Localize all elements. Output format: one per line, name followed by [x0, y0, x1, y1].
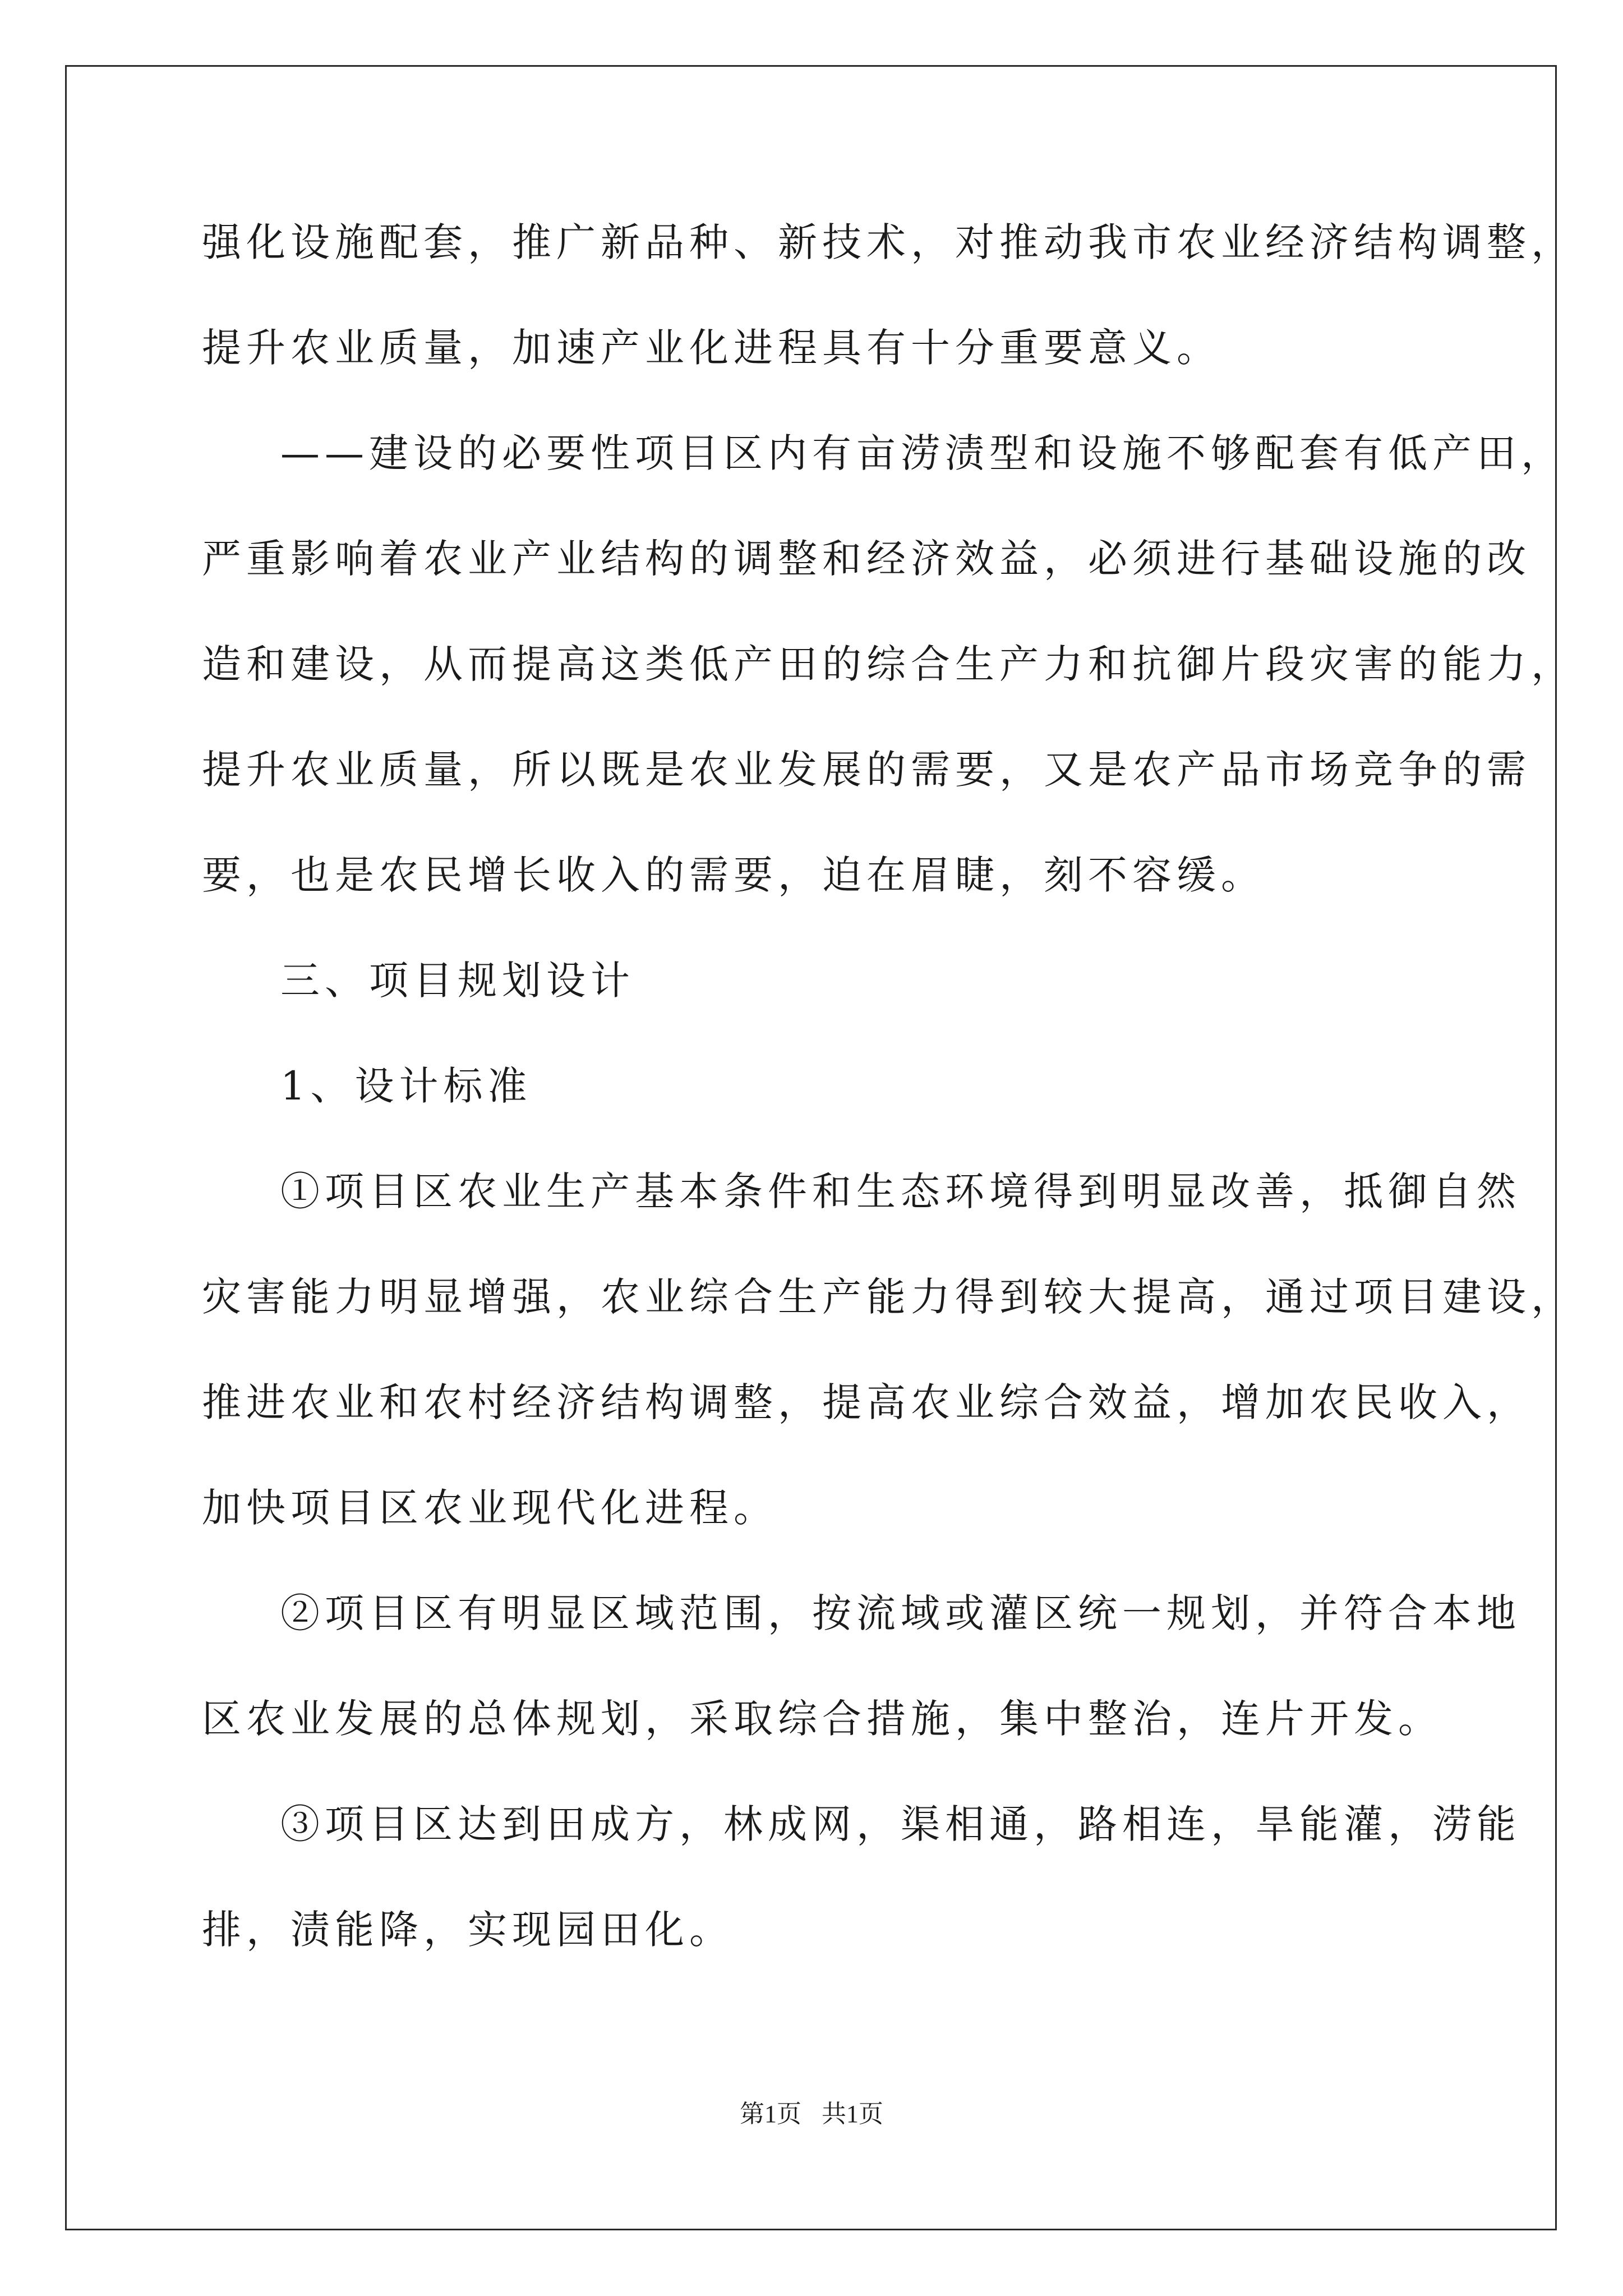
page-number: 第1页	[740, 2100, 801, 2128]
text-line-1: 强化设施配套，推广新品种、新技术，对推动我市农业经济结构调整，	[202, 219, 1575, 265]
text-line-3: ——建设的必要性项目区内有亩涝渍型和设施不够配套有低产田，	[280, 430, 1565, 476]
section-heading: 三、项目规划设计	[280, 958, 635, 1004]
text-line-2: 提升农业质量，加速产业化进程具有十分重要意义。	[202, 325, 1221, 371]
text-line-17: 排，渍能降，实现园田化。	[202, 1907, 734, 1953]
page-total: 共1页	[822, 2100, 883, 2128]
document-body	[202, 209, 1575, 2001]
text-line-7: 要，也是农民增长收入的需要，迫在眉睫，刻不容缓。	[202, 852, 1265, 898]
text-line-16: ③项目区达到田成方，林成网，渠相通，路相连，旱能灌，涝能	[280, 1801, 1521, 1847]
subsection-heading: 1、设计标准	[280, 1063, 532, 1109]
page-footer	[0, 2093, 1623, 2129]
text-line-11: 灾害能力明显增强，农业综合生产能力得到较大提高，通过项目建设，	[202, 1274, 1575, 1320]
text-line-5: 造和建设，从而提高这类低产田的综合生产力和抗御片段灾害的能力，	[202, 641, 1575, 687]
text-line-15: 区农业发展的总体规划，采取综合措施，集中整治，连片开发。	[202, 1696, 1442, 1742]
text-line-12: 推进农业和农村经济结构调整，提高农业综合效益，增加农民收入，	[202, 1379, 1531, 1425]
text-line-13: 加快项目区农业现代化进程。	[202, 1485, 778, 1531]
text-line-10: ①项目区农业生产基本条件和生态环境得到明显改善，抵御自然	[280, 1168, 1521, 1214]
text-line-6: 提升农业质量，所以既是农业发展的需要，又是农产品市场竞争的需	[202, 747, 1531, 793]
text-line-14: ②项目区有明显区域范围，按流域或灌区统一规划，并符合本地	[280, 1590, 1521, 1636]
text-line-4: 严重影响着农业产业结构的调整和经济效益，必须进行基础设施的改	[202, 536, 1531, 582]
